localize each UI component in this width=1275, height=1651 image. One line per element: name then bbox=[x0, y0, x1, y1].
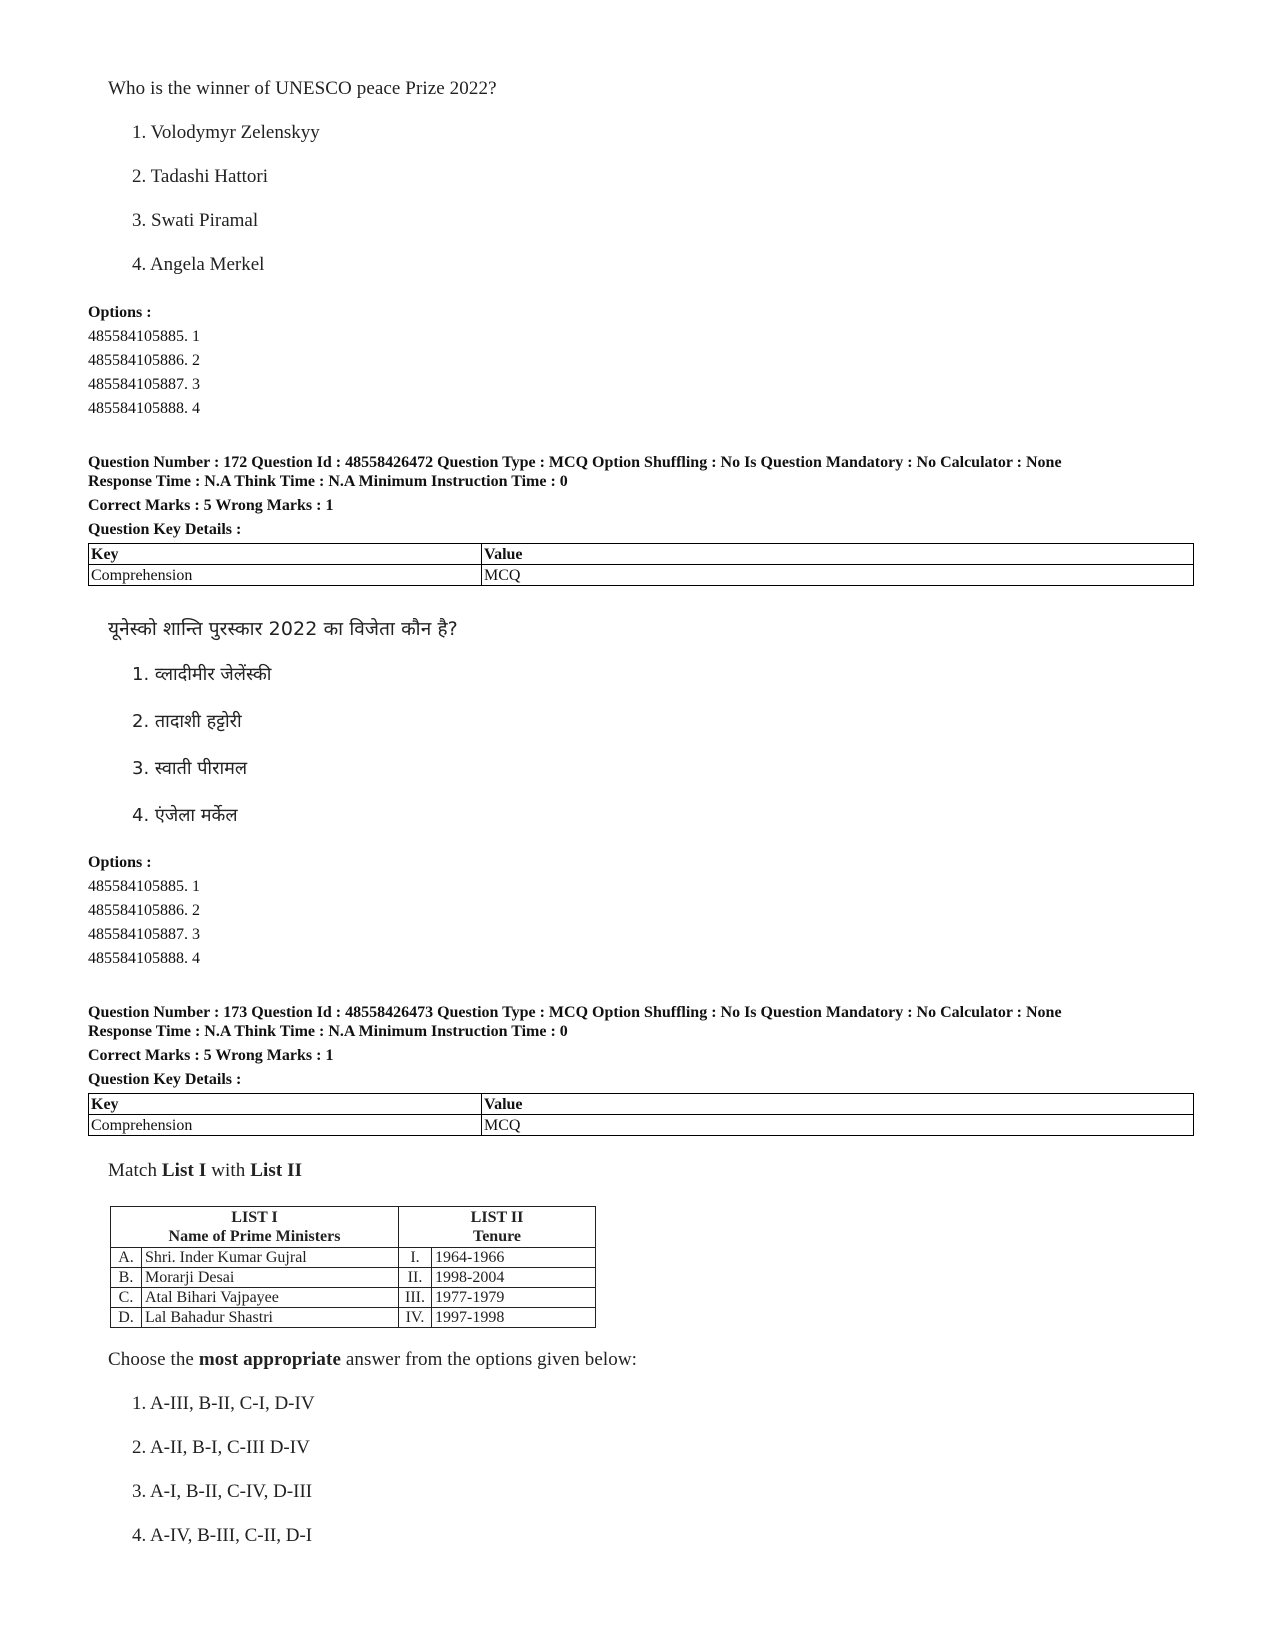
choose-suffix: answer from the options given below: bbox=[345, 1349, 638, 1370]
q173-marks: Correct Marks : 5 Wrong Marks : 1 bbox=[88, 1047, 334, 1064]
list-1-ref: List I bbox=[161, 1160, 207, 1181]
q173-value-cell: MCQ bbox=[482, 1115, 1194, 1136]
q173-choose-instruction bbox=[108, 1349, 637, 1371]
q173-key-header: Key bbox=[89, 1094, 482, 1115]
with-word: with bbox=[211, 1160, 246, 1181]
q173-key-details-label: Question Key Details : bbox=[88, 1071, 242, 1088]
list-1-letter: C. bbox=[111, 1288, 142, 1308]
q172-option-id-4: 485584105888. 4 bbox=[88, 950, 200, 967]
q172-key-header: Key bbox=[89, 544, 482, 565]
match-lists-table bbox=[110, 1206, 596, 1328]
list-1-letter: A. bbox=[111, 1248, 142, 1268]
table-row bbox=[111, 1268, 596, 1288]
q172-value-cell: MCQ bbox=[482, 565, 1194, 586]
q172-option-id-3: 485584105887. 3 bbox=[88, 926, 200, 943]
q172-key-cell: Comprehension bbox=[89, 565, 482, 586]
q172-option-4: 4. एंजेला मर्केल bbox=[132, 805, 238, 826]
match-prefix: Match bbox=[108, 1160, 158, 1181]
list-2-tenure: 1977-1979 bbox=[432, 1288, 596, 1308]
q171-option-id-1: 485584105885. 1 bbox=[88, 328, 200, 345]
list-2-header bbox=[399, 1207, 596, 1248]
q172-key-table bbox=[88, 543, 1194, 586]
q172-meta-line-2: Response Time : N.A Think Time : N.A Minimum Instruction Time : 0 bbox=[88, 473, 568, 490]
list-2-tenure: 1997-1998 bbox=[432, 1308, 596, 1328]
list-1-name: Lal Bahadur Shastri bbox=[142, 1308, 399, 1328]
q173-match-instruction bbox=[108, 1160, 302, 1182]
list-2-numeral: IV. bbox=[399, 1308, 432, 1328]
q172-option-1: 1. व्लादीमीर जेलेंस्की bbox=[132, 664, 272, 685]
q173-option-1: 1. A-III, B-II, C-I, D-IV bbox=[132, 1393, 315, 1414]
choose-emphasis: most appropriate bbox=[198, 1349, 341, 1370]
q172-value-header: Value bbox=[482, 544, 1194, 565]
list-2-tenure: 1964-1966 bbox=[432, 1248, 596, 1268]
q171-question-text: Who is the winner of UNESCO peace Prize 2022? bbox=[108, 78, 497, 99]
list-1-name: Morarji Desai bbox=[142, 1268, 399, 1288]
table-row bbox=[111, 1288, 596, 1308]
list-2-subtitle: Tenure bbox=[472, 1228, 521, 1245]
list-1-letter: D. bbox=[111, 1308, 142, 1328]
q173-option-4: 4. A-IV, B-III, C-II, D-I bbox=[132, 1525, 313, 1546]
q172-meta-line-1: Question Number : 172 Question Id : 48558426472 Question Type : MCQ Option Shuffling : No Is Question Mandatory : No Calculator : None bbox=[88, 454, 1062, 471]
list-1-title: LIST I bbox=[231, 1209, 278, 1226]
list-2-ref: List II bbox=[250, 1160, 303, 1181]
q171-option-id-2: 485584105886. 2 bbox=[88, 352, 200, 369]
q172-marks: Correct Marks : 5 Wrong Marks : 1 bbox=[88, 497, 334, 514]
list-1-letter: B. bbox=[111, 1268, 142, 1288]
q172-options-label: Options : bbox=[88, 854, 152, 871]
q172-key-details-label: Question Key Details : bbox=[88, 521, 242, 538]
list-1-name: Shri. Inder Kumar Gujral bbox=[142, 1248, 399, 1268]
table-row bbox=[111, 1308, 596, 1328]
list-2-title: LIST II bbox=[470, 1209, 524, 1226]
q171-options-label: Options : bbox=[88, 304, 152, 321]
list-2-tenure: 1998-2004 bbox=[432, 1268, 596, 1288]
q173-meta-line-2: Response Time : N.A Think Time : N.A Minimum Instruction Time : 0 bbox=[88, 1023, 568, 1040]
list-1-name: Atal Bihari Vajpayee bbox=[142, 1288, 399, 1308]
q172-option-2: 2. तादाशी हट्टोरी bbox=[132, 711, 242, 732]
q172-option-id-2: 485584105886. 2 bbox=[88, 902, 200, 919]
q171-option-2: 2. Tadashi Hattori bbox=[132, 166, 269, 187]
q173-meta-line-1: Question Number : 173 Question Id : 48558426473 Question Type : MCQ Option Shuffling : No Is Question Mandatory : No Calculator : None bbox=[88, 1004, 1062, 1021]
list-2-numeral: II. bbox=[399, 1268, 432, 1288]
list-2-numeral: III. bbox=[399, 1288, 432, 1308]
q172-option-id-1: 485584105885. 1 bbox=[88, 878, 200, 895]
list-2-numeral: I. bbox=[399, 1248, 432, 1268]
q171-option-id-3: 485584105887. 3 bbox=[88, 376, 200, 393]
choose-prefix: Choose the bbox=[108, 1349, 194, 1370]
q171-option-1: 1. Volodymyr Zelenskyy bbox=[132, 122, 320, 143]
list-1-subtitle: Name of Prime Ministers bbox=[168, 1228, 341, 1245]
q171-option-3: 3. Swati Piramal bbox=[132, 210, 259, 231]
q171-option-id-4: 485584105888. 4 bbox=[88, 400, 200, 417]
q173-key-table bbox=[88, 1093, 1194, 1136]
q172-option-3: 3. स्वाती पीरामल bbox=[132, 758, 248, 779]
q173-value-header: Value bbox=[482, 1094, 1194, 1115]
table-row bbox=[111, 1248, 596, 1268]
q173-option-2: 2. A-II, B-I, C-III D-IV bbox=[132, 1437, 310, 1458]
q173-option-3: 3. A-I, B-II, C-IV, D-III bbox=[132, 1481, 313, 1502]
list-1-header bbox=[111, 1207, 399, 1248]
q171-option-4: 4. Angela Merkel bbox=[132, 254, 265, 275]
q173-key-cell: Comprehension bbox=[89, 1115, 482, 1136]
q172-question-text: यूनेस्को शान्ति पुरस्कार 2022 का विजेता कौन है? bbox=[108, 618, 458, 640]
